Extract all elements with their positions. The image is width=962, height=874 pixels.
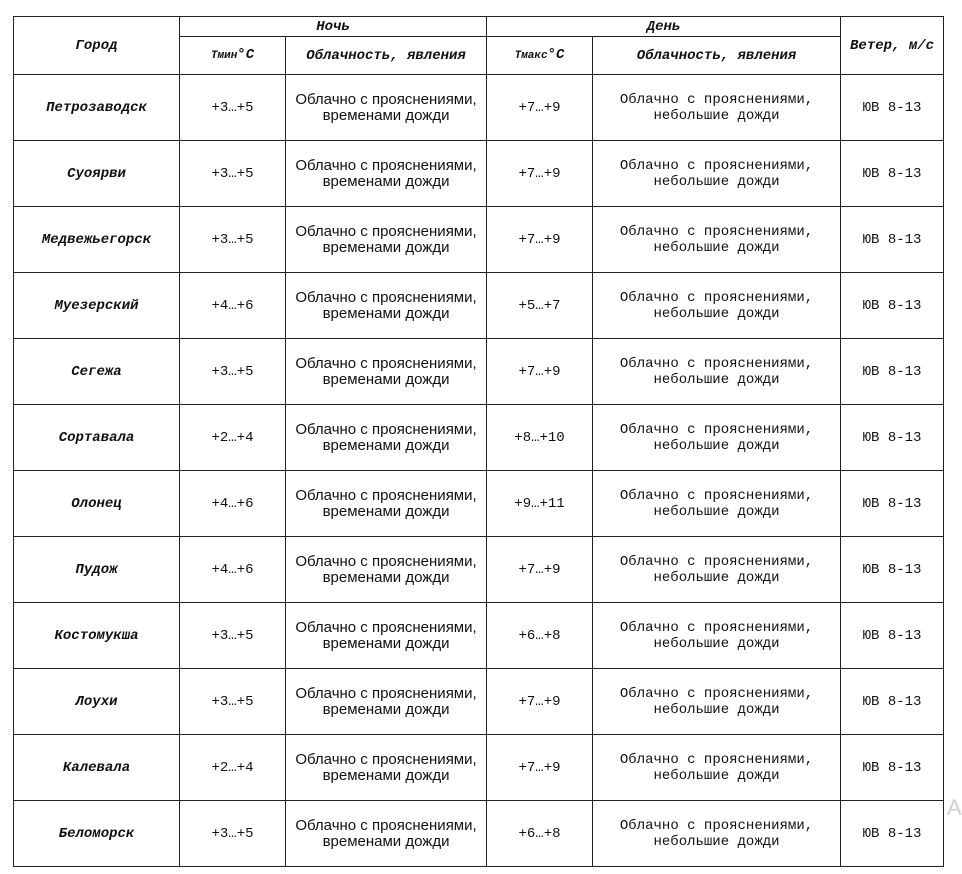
day-cloud-cell: Облачно с прояснениями, небольшие дожди bbox=[593, 207, 841, 273]
tmin-cell: +2…+4 bbox=[180, 405, 286, 471]
header-tmax-unit: °С bbox=[547, 47, 565, 63]
wind-cell: ЮВ 8-13 bbox=[841, 801, 944, 867]
table-row bbox=[14, 207, 944, 273]
city-cell: Медвежьегорск bbox=[14, 207, 180, 273]
night-cloud-cell: Облачно с прояснениями, временами дожди bbox=[286, 669, 487, 735]
watermark-fragment: A bbox=[947, 795, 962, 820]
forecast-table bbox=[13, 16, 944, 867]
tmax-cell: +7…+9 bbox=[487, 339, 593, 405]
tmin-cell: +3…+5 bbox=[180, 207, 286, 273]
city-cell: Пудож bbox=[14, 537, 180, 603]
wind-cell: ЮВ 8-13 bbox=[841, 339, 944, 405]
tmax-cell: +5…+7 bbox=[487, 273, 593, 339]
night-cloud-cell: Облачно с прояснениями, временами дожди bbox=[286, 405, 487, 471]
city-cell: Петрозаводск bbox=[14, 75, 180, 141]
day-cloud-cell: Облачно с прояснениями, небольшие дожди bbox=[593, 75, 841, 141]
tmin-cell: +4…+6 bbox=[180, 273, 286, 339]
day-cloud-cell: Облачно с прояснениями, небольшие дожди bbox=[593, 669, 841, 735]
day-cloud-cell: Облачно с прояснениями, небольшие дожди bbox=[593, 471, 841, 537]
night-cloud-cell: Облачно с прояснениями, временами дожди bbox=[286, 75, 487, 141]
day-cloud-cell: Облачно с прояснениями, небольшие дожди bbox=[593, 339, 841, 405]
wind-cell: ЮВ 8-13 bbox=[841, 603, 944, 669]
tmin-cell: +3…+5 bbox=[180, 669, 286, 735]
day-cloud-cell: Облачно с прояснениями, небольшие дожди bbox=[593, 801, 841, 867]
tmax-cell: +9…+11 bbox=[487, 471, 593, 537]
city-cell: Сортавала bbox=[14, 405, 180, 471]
table-row bbox=[14, 537, 944, 603]
header-tmax-prefix: Тмакс bbox=[514, 50, 548, 62]
header-wind: Ветер, м/с bbox=[841, 17, 944, 75]
night-cloud-cell: Облачно с прояснениями, временами дожди bbox=[286, 603, 487, 669]
night-cloud-cell: Облачно с прояснениями, временами дожди bbox=[286, 801, 487, 867]
table-row bbox=[14, 339, 944, 405]
city-cell: Костомукша bbox=[14, 603, 180, 669]
header-day-cloud: Облачность, явления bbox=[593, 37, 841, 75]
night-cloud-cell: Облачно с прояснениями, временами дожди bbox=[286, 207, 487, 273]
city-cell: Беломорск bbox=[14, 801, 180, 867]
header-night-cloud: Облачность, явления bbox=[286, 37, 487, 75]
wind-cell: ЮВ 8-13 bbox=[841, 405, 944, 471]
night-cloud-cell: Облачно с прояснениями, временами дожди bbox=[286, 471, 487, 537]
night-cloud-cell: Облачно с прояснениями, временами дожди bbox=[286, 273, 487, 339]
table-row bbox=[14, 141, 944, 207]
wind-cell: ЮВ 8-13 bbox=[841, 75, 944, 141]
tmax-cell: +6…+8 bbox=[487, 801, 593, 867]
header-tmax bbox=[487, 37, 593, 75]
night-cloud-cell: Облачно с прояснениями, временами дожди bbox=[286, 339, 487, 405]
day-cloud-cell: Облачно с прояснениями, небольшие дожди bbox=[593, 537, 841, 603]
night-cloud-cell: Облачно с прояснениями, временами дожди bbox=[286, 537, 487, 603]
wind-cell: ЮВ 8-13 bbox=[841, 273, 944, 339]
wind-cell: ЮВ 8-13 bbox=[841, 735, 944, 801]
day-cloud-cell: Облачно с прояснениями, небольшие дожди bbox=[593, 141, 841, 207]
city-cell: Сегежа bbox=[14, 339, 180, 405]
tmax-cell: +7…+9 bbox=[487, 75, 593, 141]
table-row bbox=[14, 405, 944, 471]
table-row bbox=[14, 801, 944, 867]
tmin-cell: +3…+5 bbox=[180, 75, 286, 141]
night-cloud-cell: Облачно с прояснениями, временами дожди bbox=[286, 735, 487, 801]
table-row bbox=[14, 273, 944, 339]
tmin-cell: +4…+6 bbox=[180, 471, 286, 537]
day-cloud-cell: Облачно с прояснениями, небольшие дожди bbox=[593, 735, 841, 801]
tmin-cell: +3…+5 bbox=[180, 603, 286, 669]
city-cell: Олонец bbox=[14, 471, 180, 537]
tmax-cell: +8…+10 bbox=[487, 405, 593, 471]
tmax-cell: +7…+9 bbox=[487, 141, 593, 207]
header-day: День bbox=[487, 17, 841, 37]
tmax-cell: +7…+9 bbox=[487, 735, 593, 801]
day-cloud-cell: Облачно с прояснениями, небольшие дожди bbox=[593, 273, 841, 339]
wind-cell: ЮВ 8-13 bbox=[841, 471, 944, 537]
tmin-cell: +3…+5 bbox=[180, 801, 286, 867]
table-row bbox=[14, 735, 944, 801]
tmax-cell: +6…+8 bbox=[487, 603, 593, 669]
header-night: Ночь bbox=[180, 17, 487, 37]
city-cell: Суоярви bbox=[14, 141, 180, 207]
tmax-cell: +7…+9 bbox=[487, 669, 593, 735]
tmin-cell: +2…+4 bbox=[180, 735, 286, 801]
table-row bbox=[14, 603, 944, 669]
city-cell: Калевала bbox=[14, 735, 180, 801]
header-tmin-prefix: Тмин bbox=[210, 50, 238, 62]
city-cell: Лоухи bbox=[14, 669, 180, 735]
tmin-cell: +4…+6 bbox=[180, 537, 286, 603]
table-row bbox=[14, 669, 944, 735]
day-cloud-cell: Облачно с прояснениями, небольшие дожди bbox=[593, 405, 841, 471]
table-row bbox=[14, 471, 944, 537]
city-cell: Муезерский bbox=[14, 273, 180, 339]
wind-cell: ЮВ 8-13 bbox=[841, 207, 944, 273]
header-tmin bbox=[180, 37, 286, 75]
wind-cell: ЮВ 8-13 bbox=[841, 669, 944, 735]
tmax-cell: +7…+9 bbox=[487, 207, 593, 273]
header-tmin-unit: °С bbox=[237, 47, 255, 63]
header-city: Город bbox=[14, 17, 180, 75]
forecast-rows bbox=[14, 75, 944, 867]
tmax-cell: +7…+9 bbox=[487, 537, 593, 603]
day-cloud-cell: Облачно с прояснениями, небольшие дожди bbox=[593, 603, 841, 669]
tmin-cell: +3…+5 bbox=[180, 339, 286, 405]
night-cloud-cell: Облачно с прояснениями, временами дожди bbox=[286, 141, 487, 207]
wind-cell: ЮВ 8-13 bbox=[841, 537, 944, 603]
table-row bbox=[14, 75, 944, 141]
tmin-cell: +3…+5 bbox=[180, 141, 286, 207]
wind-cell: ЮВ 8-13 bbox=[841, 141, 944, 207]
